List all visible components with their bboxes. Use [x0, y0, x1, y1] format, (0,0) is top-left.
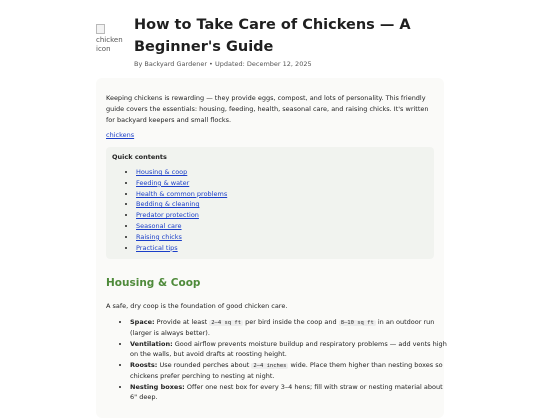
section-heading-housing: Housing & Coop	[106, 277, 201, 289]
chicken-icon	[96, 24, 126, 54]
bullet-label: Roosts:	[130, 361, 158, 369]
chickens-link[interactable]: chickens	[106, 131, 135, 139]
toc-item	[136, 199, 227, 210]
byline: By Backyard Gardener • Updated: December 12, 2025	[134, 60, 312, 68]
bullet-nesting-boxes	[130, 382, 450, 402]
toc-link-seasonal[interactable]: Seasonal care	[136, 221, 182, 230]
bullet-space	[130, 317, 450, 338]
toc-item	[136, 189, 227, 200]
housing-bullet-list	[118, 317, 450, 403]
bullet-label: Space:	[130, 318, 155, 326]
toc-link-feeding[interactable]: Feeding & water	[136, 178, 190, 187]
bullet-label: Ventilation:	[130, 340, 173, 348]
inline-code: 8–10 sq ft	[340, 320, 374, 326]
bullet-text: Use rounded perches about	[157, 361, 252, 369]
bullet-ventilation	[130, 339, 450, 359]
inline-code: 2–4 sq ft	[211, 320, 242, 326]
inline-code: 2–4 inches	[253, 363, 287, 369]
quick-contents-box	[106, 147, 434, 259]
toc-link-bedding[interactable]: Bedding & cleaning	[136, 200, 200, 209]
toc-title: Quick contents	[112, 153, 167, 161]
icon-alt-text: chicken icon	[96, 36, 123, 53]
toc-item	[136, 243, 227, 254]
bullet-roosts	[130, 360, 450, 381]
toc-item	[136, 210, 227, 221]
toc-item	[136, 232, 227, 243]
bullet-text: Good airflow prevents moisture buildup and respiratory problems — add vents high on the walls, but avoid drafts at roosting height.	[130, 340, 447, 358]
toc-link-health[interactable]: Health & common problems	[136, 189, 228, 198]
bullet-text: Provide at least	[154, 318, 210, 326]
page-title: How to Take Care of Chickens — A Beginner's Guide	[134, 17, 411, 55]
broken-image-icon	[96, 24, 105, 34]
bullet-text: Offer one nest box for every 3–4 hens; fill with straw or nesting material about 6" deep.	[130, 383, 443, 401]
bullet-text: wide. Place them higher than nesting boxes so chickens prefer perching to nesting at night.	[130, 361, 443, 380]
bullet-label: Nesting boxes:	[130, 383, 185, 391]
toc-item	[136, 178, 227, 189]
toc-item	[136, 167, 227, 178]
toc-link-housing[interactable]: Housing & coop	[136, 168, 188, 176]
toc-list	[124, 167, 227, 253]
bullet-text: per bird inside the coop and	[243, 318, 339, 326]
toc-link-predator[interactable]: Predator protection	[136, 211, 199, 220]
section-intro: A safe, dry coop is the foundation of good chicken care.	[106, 302, 288, 310]
toc-link-chicks[interactable]: Raising chicks	[136, 232, 182, 241]
intro-paragraph: Keeping chickens is rewarding — they provide eggs, compost, and lots of personality. This friendly guide covers the essentials: housing, feeding, health, seasonal care, and raising chicks. It's written for backyard keepers and small flocks.	[106, 94, 429, 124]
toc-link-tips[interactable]: Practical tips	[136, 243, 178, 252]
bullet-text: in an outdoor run (larger is always better).	[130, 318, 435, 337]
toc-item	[136, 221, 227, 232]
